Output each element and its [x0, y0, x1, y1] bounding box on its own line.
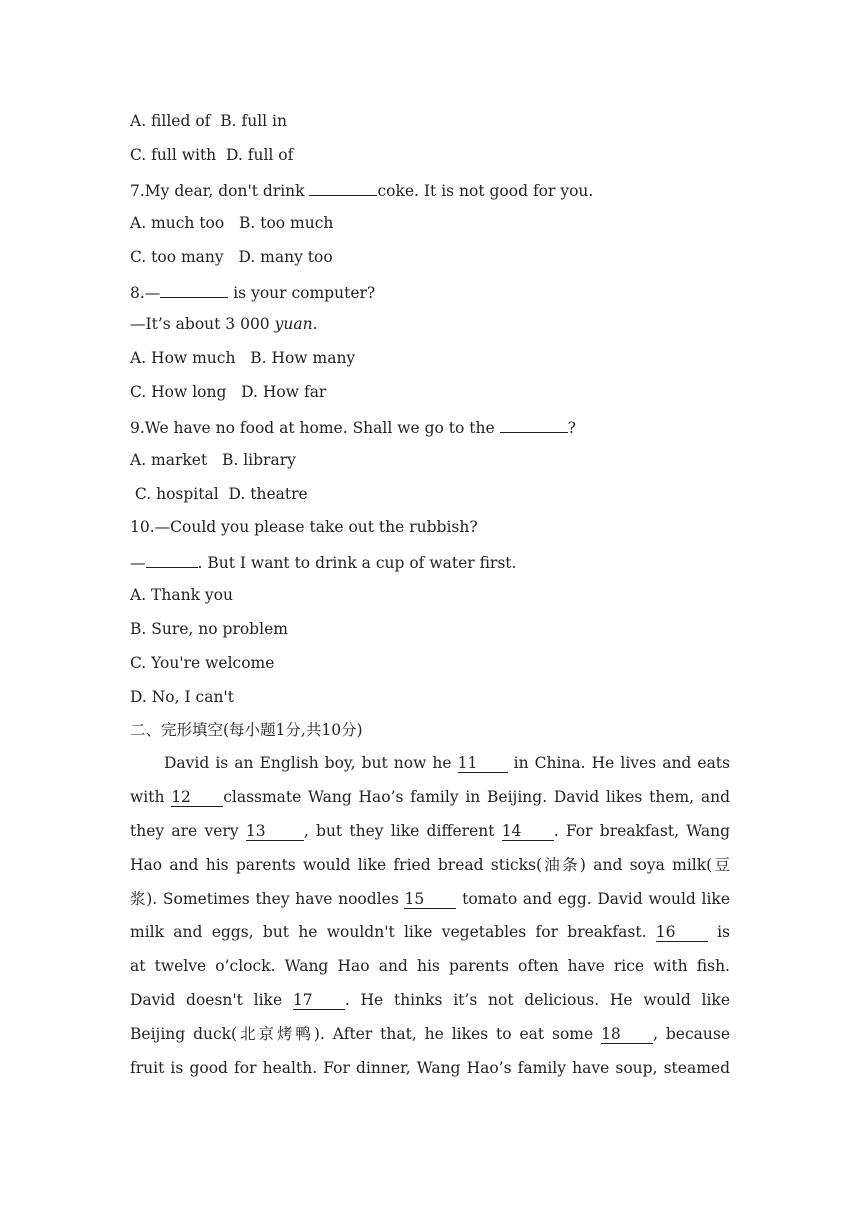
passage-text: in China. He lives and eats	[507, 754, 730, 772]
q10-stem: 10.—Could you please take out the rubbish?	[130, 518, 478, 536]
q8-stem	[130, 281, 375, 301]
blank-16: 16	[656, 923, 708, 942]
passage-text: Beijing duck(北京烤鸭). After that, he likes to eat some	[130, 1025, 602, 1044]
passage-line-6	[130, 916, 730, 950]
q9-options-row-2: C. hospital D. theatre	[130, 485, 308, 503]
blank-15: 15	[404, 890, 456, 909]
blank-18: 18	[601, 1025, 653, 1044]
passage-text: milk and eggs, but he wouldn't like vegetables for breakfast.	[130, 923, 656, 942]
q10-option-d: D. No, I can't	[130, 688, 234, 706]
q10-option-b: B. Sure, no problem	[130, 620, 288, 638]
blank-11: 11	[458, 754, 508, 773]
passage-text: , because	[653, 1025, 731, 1044]
q10-reply	[130, 551, 516, 571]
q7-blank	[309, 179, 377, 196]
passage-text: . He thinks it’s not delicious. He would like	[344, 991, 731, 1010]
q9-blank	[500, 416, 568, 433]
passage-text: with	[130, 787, 172, 806]
q7-stem-after: coke. It is not good for you.	[377, 182, 594, 200]
passage-text: is	[707, 923, 730, 942]
passage-line-10: fruit is good for health. For dinner, Wang Hao’s family have soup, steamed	[130, 1059, 730, 1078]
q10-option-a: A. Thank you	[130, 586, 233, 604]
cloze-passage	[130, 747, 730, 1086]
q10-option-c: C. You're welcome	[130, 654, 275, 672]
passage-line-9	[130, 1018, 730, 1052]
blank-17: 17	[293, 991, 345, 1010]
q7-stem	[130, 179, 593, 199]
q8-options-row-2: C. How long D. How far	[130, 383, 327, 401]
passage-text: they are very	[130, 821, 246, 840]
q9-stem	[130, 416, 576, 436]
passage-text: . For breakfast, Wang	[553, 821, 730, 840]
q7-stem-before: 7.My dear, don't drink	[130, 182, 310, 200]
q8-blank	[160, 281, 228, 298]
q7-options-row-1: A. much too B. too much	[130, 214, 334, 232]
passage-text: tomato and egg. David would like	[456, 889, 730, 908]
q10-reply-after: . But I want to drink a cup of water first.	[197, 554, 517, 572]
blank-14: 14	[502, 822, 554, 841]
q9-stem-before: 9.We have no food at home. Shall we go to the	[130, 419, 500, 437]
q8-stem-before: 8.—	[130, 284, 161, 302]
passage-line-3	[130, 815, 730, 849]
section-heading: 二、完形填空(每小题1分,共10分)	[130, 721, 363, 739]
passage-line-8	[130, 984, 730, 1018]
passage-line-7: at twelve o’clock. Wang Hao and his parents often have rice with fish.	[130, 957, 730, 976]
blank-12: 12	[171, 788, 223, 807]
q7-options-row-2: C. too many D. many too	[130, 248, 333, 266]
q10-blank	[146, 551, 198, 568]
q9-options-row-1: A. market B. library	[130, 451, 296, 469]
passage-line-4: Hao and his parents would like fried bread sticks(油条) and soya milk(豆	[130, 855, 730, 874]
q8-stem-after: is your computer?	[228, 284, 376, 302]
passage-text: David is an English boy, but now he	[164, 754, 458, 772]
q8-options-row-1: A. How much B. How many	[130, 349, 356, 367]
passage-text: David doesn't like	[130, 991, 293, 1010]
q8-answer-before: —It’s about 3 000	[130, 315, 275, 333]
passage-text: , but they like different	[303, 821, 502, 840]
passage-text: classmate Wang Hao’s family in Beijing. David likes them, and	[223, 787, 730, 806]
blank-13: 13	[246, 822, 304, 841]
passage-text: 浆). Sometimes they have noodles	[130, 889, 405, 908]
passage-line-5	[130, 883, 730, 917]
q8-answer-after: .	[312, 315, 318, 333]
q8-answer	[130, 314, 318, 334]
passage-line-1	[130, 747, 730, 781]
q10-reply-before: —	[130, 554, 146, 572]
q6-options-row-2: C. full with D. full of	[130, 146, 294, 164]
q9-stem-after: ?	[567, 419, 576, 437]
q6-options-row-1: A. filled of B. full in	[130, 112, 287, 130]
passage-line-2	[130, 781, 730, 815]
q8-answer-italic: yuan	[274, 315, 313, 333]
